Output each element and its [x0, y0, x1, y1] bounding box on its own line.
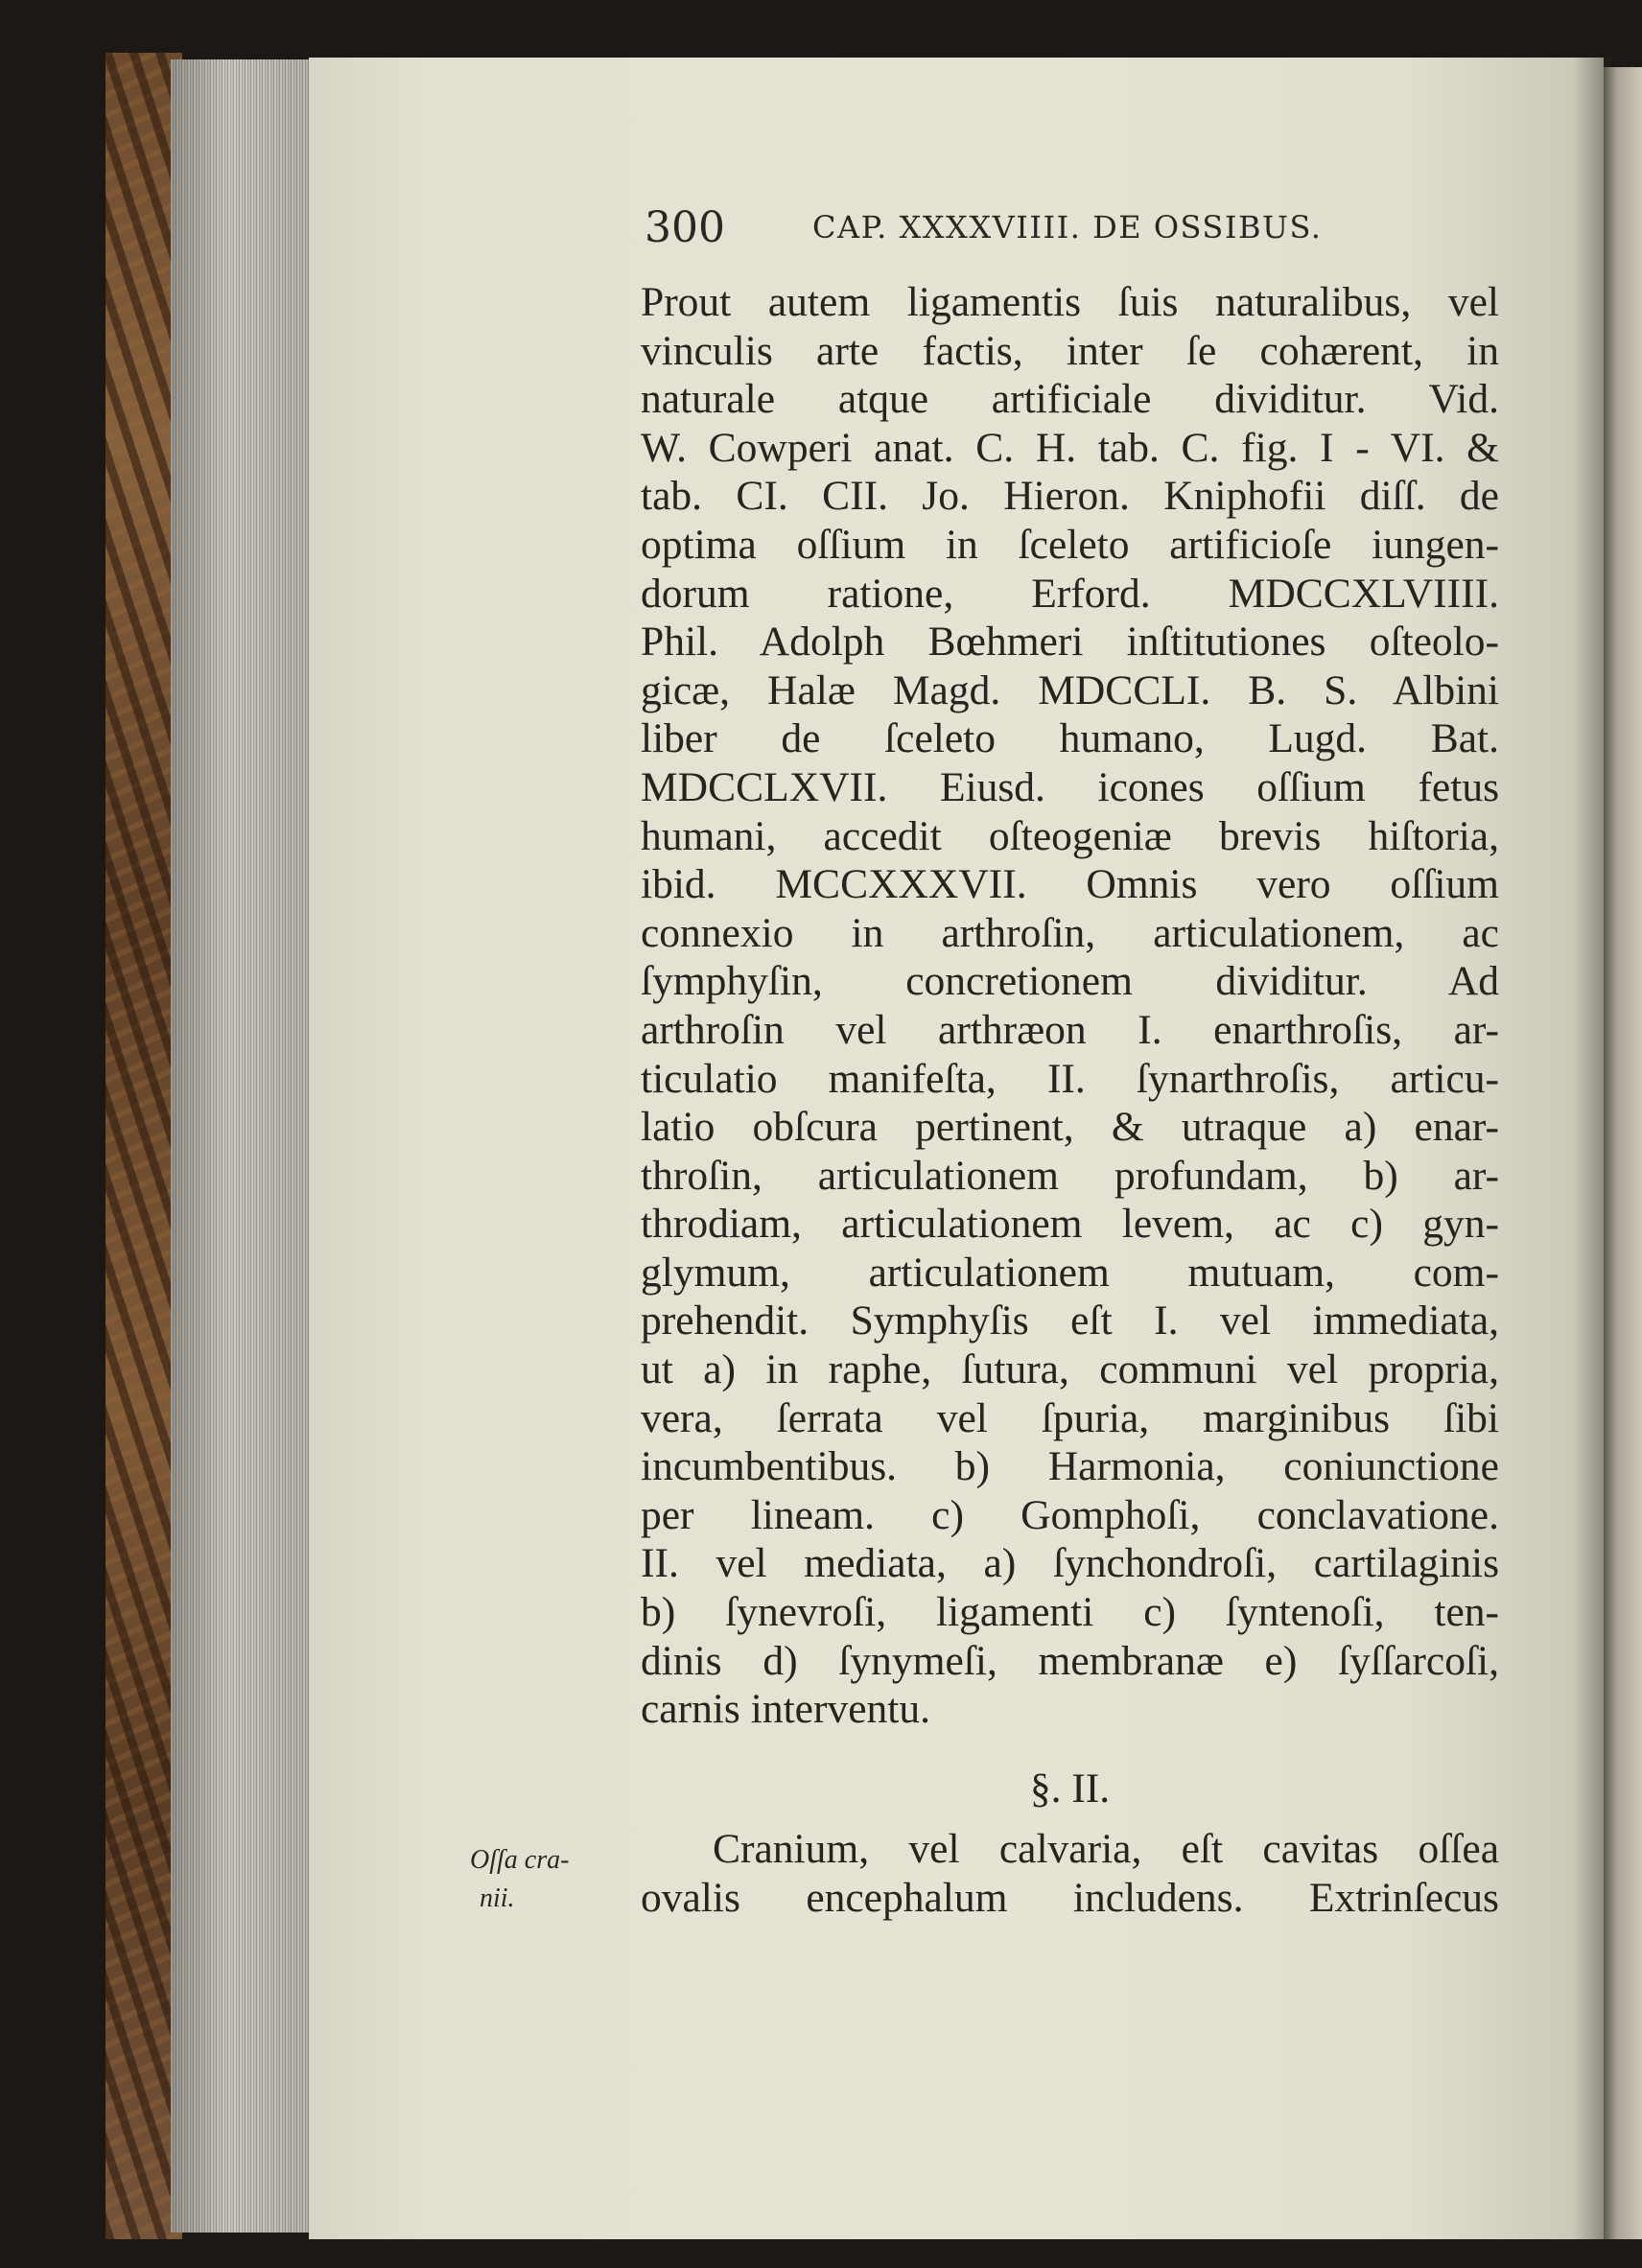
text-line: naturale atque artificiale dividitur. Vid.	[641, 376, 1499, 423]
paragraph-2	[641, 1825, 1499, 1922]
text-line: connexio in arthroſin, articulationem, ac	[641, 909, 1499, 956]
text-line: Prout autem ligamentis ſuis naturalibus, vel	[641, 279, 1499, 325]
text-line: latio obſcura pertinent, & utraque a) enar-	[641, 1104, 1499, 1151]
text-line: ticulatio manifeſta, II. ſynarthroſis, articu-	[641, 1055, 1499, 1102]
margin-note-line: nii.	[480, 1883, 515, 1913]
paragraph-1	[641, 278, 1499, 1734]
text-line: tab. CI. CII. Jo. Hieron. Kniphofii diſſ. de	[641, 473, 1499, 520]
text-line: dorum ratione, Erford. MDCCXLVIIII.	[641, 570, 1499, 617]
text-line: ovalis encephalum includens. Extrinſecus	[641, 1874, 1499, 1921]
text-line: incumbentibus. b) Harmonia, coniunctione	[641, 1443, 1499, 1490]
section-heading: §. II.	[1029, 1765, 1111, 1812]
facing-page-edge	[1604, 67, 1642, 2239]
text-line: glymum, articulationem mutuam, com-	[641, 1249, 1499, 1296]
text-line: W. Cowperi anat. C. H. tab. C. fig. I - VI. &	[641, 424, 1499, 471]
text-line: dinis d) ſynymeſi, membranæ e) ſyſſarcoſi,	[641, 1637, 1499, 1684]
text-line: humani, accedit oſteogeniæ brevis hiſtoria,	[641, 812, 1499, 859]
text-line: b) ſynevroſi, ligamenti c) ſyntenoſi, ten-	[641, 1589, 1499, 1636]
text-line: Cranium, vel calvaria, eſt cavitas oſſea	[713, 1826, 1499, 1872]
text-line: gicæ, Halæ Magd. MDCCLI. B. S. Albini	[641, 666, 1499, 713]
running-title: CAP. XXXXVIIII. DE OSSIBUS.	[812, 209, 1323, 246]
text-line: II. vel mediata, a) ſynchondroſi, cartilaginis	[641, 1540, 1499, 1587]
margin-note	[470, 1841, 623, 1918]
text-line: per lineam. c) Gomphoſi, conclavatione.	[641, 1491, 1499, 1538]
text-line: liber de ſceleto humano, Lugd. Bat.	[641, 715, 1499, 762]
text-line: Phil. Adolph Bœhmeri inſtitutiones oſteolo-	[641, 619, 1499, 666]
text-line: vinculis arte factis, inter ſe cohærent, in	[641, 327, 1499, 374]
margin-note-line: Oſſa cra-	[470, 1845, 570, 1875]
text-line: ibid. MCCXXXVII. Omnis vero oſſium	[641, 861, 1499, 908]
page-number: 300	[645, 203, 725, 252]
text-line: ut a) in raphe, ſutura, communi vel propria,	[641, 1346, 1499, 1393]
text-line: optima oſſium in ſceleto artificioſe iungen-	[641, 521, 1499, 568]
text-line: carnis interventu.	[641, 1686, 930, 1733]
text-line: ſymphyſin, concretionem dividitur. Ad	[641, 958, 1499, 1005]
text-line: throdiam, articulationem levem, ac c) gyn-	[641, 1201, 1499, 1248]
text-line: MDCCLXVII. Eiusd. icones oſſium fetus	[641, 763, 1499, 810]
text-line: throſin, articulationem profundam, b) ar-	[641, 1152, 1499, 1199]
text-line: prehendit. Symphyſis eſt I. vel immediata,	[641, 1298, 1499, 1344]
text-line: arthroſin vel arthræon I. enarthroſis, ar-	[641, 1006, 1499, 1053]
text-line: vera, ſerrata vel ſpuria, marginibus ſibi	[641, 1394, 1499, 1441]
